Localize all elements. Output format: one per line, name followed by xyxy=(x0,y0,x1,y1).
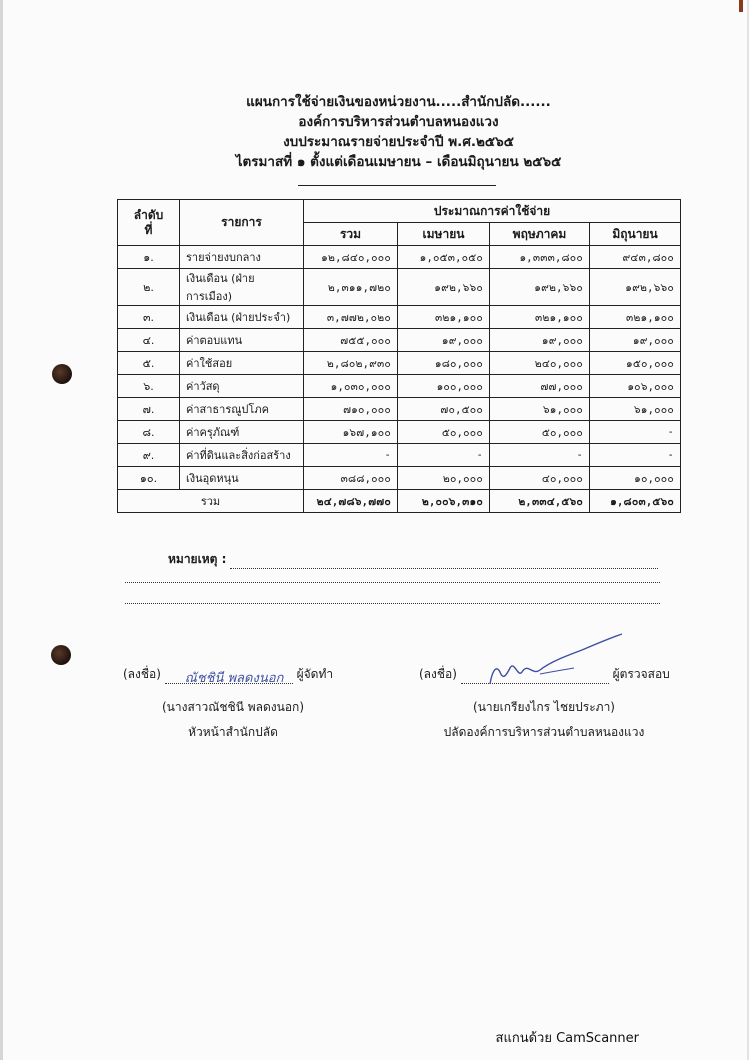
row-item: ค่าสาธารณูปโภค xyxy=(180,398,304,421)
table-row xyxy=(118,444,681,467)
row-item: ค่าที่ดินและสิ่งก่อสร้าง xyxy=(180,444,304,467)
remarks-label: หมายเหตุ : xyxy=(168,552,227,566)
header-line-4: ไตรมาสที่ ๑ ตั้งแต่เดือนเมษายน – เดือนมิถุนายน ๒๕๖๕ xyxy=(235,154,562,170)
total-cell-april: ๒,๐๐๖,๓๑๐ xyxy=(398,490,490,513)
remarks-dotted-line xyxy=(230,568,658,569)
scanner-watermark: สแกนด้วย CamScanner xyxy=(495,1031,639,1046)
table-row xyxy=(118,306,681,329)
table-row xyxy=(118,269,681,306)
row-april: ๑๙,๐๐๐ xyxy=(398,329,490,352)
row-june: - xyxy=(590,444,681,467)
row-total: ๑๒,๘๔๐,๐๐๐ xyxy=(304,246,398,269)
header-line-2: องค์การบริหารส่วนตำบลหนองแวง xyxy=(298,114,499,130)
total-cell-sum: ๒๔,๗๘๖,๗๗๐ xyxy=(304,490,398,513)
column-header-item: รายการ xyxy=(180,200,304,246)
row-item: ค่าครุภัณฑ์ xyxy=(180,421,304,444)
table-row xyxy=(118,398,681,421)
row-april: ๕๐,๐๐๐ xyxy=(398,421,490,444)
row-june: ๑๐,๐๐๐ xyxy=(590,467,681,490)
signer-position: หัวหน้าสำนักปลัด xyxy=(188,725,278,739)
row-number: ๔. xyxy=(118,329,180,352)
row-item: เงินเดือน (ฝ่ายการเมือง) xyxy=(180,269,304,306)
row-may: - xyxy=(490,444,590,467)
row-may: ๑๙๒,๖๖๐ xyxy=(490,269,590,306)
row-total: ๗๑๐,๐๐๐ xyxy=(304,398,398,421)
table-row xyxy=(118,421,681,444)
handwritten-signature: ณัชชินี พลดงนอก xyxy=(184,671,284,686)
total-label: รวม xyxy=(118,490,304,513)
table-row xyxy=(118,352,681,375)
row-total: ๗๕๕,๐๐๐ xyxy=(304,329,398,352)
row-number: ๕. xyxy=(118,352,180,375)
sign-role: ผู้จัดทำ xyxy=(296,667,334,681)
row-may: ๔๐,๐๐๐ xyxy=(490,467,590,490)
punch-hole-icon xyxy=(51,645,71,665)
header-line-1: แผนการใช้จ่ายเงินของหน่วยงาน.....สำนักปลัด...... xyxy=(246,94,551,110)
punch-hole-icon xyxy=(52,364,72,384)
remarks-section xyxy=(168,550,708,569)
document-header xyxy=(0,92,749,172)
row-total: ๑,๐๓๐,๐๐๐ xyxy=(304,375,398,398)
row-total: ๓,๗๗๒,๐๒๐ xyxy=(304,306,398,329)
row-may: ๑๙,๐๐๐ xyxy=(490,329,590,352)
signature-line xyxy=(165,671,293,686)
handwritten-signature-graphic xyxy=(470,632,630,692)
row-april: ๓๒๑,๑๐๐ xyxy=(398,306,490,329)
row-number: ๖. xyxy=(118,375,180,398)
budget-table xyxy=(117,199,681,513)
row-april: - xyxy=(398,444,490,467)
row-april: ๗๐,๕๐๐ xyxy=(398,398,490,421)
row-item: เงินอุดหนุน xyxy=(180,467,304,490)
column-header-may: พฤษภาคม xyxy=(490,223,590,246)
row-april: ๑๐๐,๐๐๐ xyxy=(398,375,490,398)
row-number: ๙. xyxy=(118,444,180,467)
column-header-estimate: ประมาณการค่าใช้จ่าย xyxy=(304,200,681,223)
row-june: ๑๕๐,๐๐๐ xyxy=(590,352,681,375)
row-item: ค่าใช้สอย xyxy=(180,352,304,375)
table-body xyxy=(118,246,681,490)
row-item: เงินเดือน (ฝ่ายประจำ) xyxy=(180,306,304,329)
row-april: ๑,๐๕๓,๐๕๐ xyxy=(398,246,490,269)
row-item: ค่าตอบแทน xyxy=(180,329,304,352)
row-may: ๒๔๐,๐๐๐ xyxy=(490,352,590,375)
table-row xyxy=(118,329,681,352)
row-june: ๑๐๖,๐๐๐ xyxy=(590,375,681,398)
row-total: ๑๖๗,๑๐๐ xyxy=(304,421,398,444)
row-number: ๑๐. xyxy=(118,467,180,490)
sign-prefix: (ลงชื่อ) xyxy=(419,667,457,681)
row-total: ๒,๓๑๑,๗๒๐ xyxy=(304,269,398,306)
corner-mark xyxy=(739,0,743,12)
row-april: ๒๐,๐๐๐ xyxy=(398,467,490,490)
row-may: ๑,๓๓๓,๘๐๐ xyxy=(490,246,590,269)
row-item: ค่าวัสดุ xyxy=(180,375,304,398)
row-may: ๗๗,๐๐๐ xyxy=(490,375,590,398)
column-header-april: เมษายน xyxy=(398,223,490,246)
row-april: ๑๘๐,๐๐๐ xyxy=(398,352,490,375)
total-cell-june: ๑,๘๐๓,๕๖๐ xyxy=(590,490,681,513)
table-row xyxy=(118,467,681,490)
row-number: ๓. xyxy=(118,306,180,329)
row-number: ๒. xyxy=(118,269,180,306)
column-header-total: รวม xyxy=(304,223,398,246)
signer-position: ปลัดองค์การบริหารส่วนตำบลหนองแวง xyxy=(443,725,645,739)
table-row xyxy=(118,246,681,269)
column-header-june: มิถุนายน xyxy=(590,223,681,246)
row-april: ๑๙๒,๖๖๐ xyxy=(398,269,490,306)
row-item: รายจ่ายงบกลาง xyxy=(180,246,304,269)
row-number: ๑. xyxy=(118,246,180,269)
total-cell-may: ๒,๓๓๔,๕๖๐ xyxy=(490,490,590,513)
header-underline xyxy=(298,185,496,186)
signer-name: (นายเกรียงไกร ไชยประภา) xyxy=(473,700,615,714)
header-line-3: งบประมาณรายจ่ายประจำปี พ.ศ.๒๕๖๕ xyxy=(283,134,514,150)
row-june: ๓๒๑,๑๐๐ xyxy=(590,306,681,329)
row-total: ๓๘๘,๐๐๐ xyxy=(304,467,398,490)
row-june: ๑๙,๐๐๐ xyxy=(590,329,681,352)
table-total-row xyxy=(118,490,681,513)
sign-role: ผู้ตรวจสอบ xyxy=(612,667,670,681)
table-row xyxy=(118,375,681,398)
row-may: ๕๐,๐๐๐ xyxy=(490,421,590,444)
row-june: - xyxy=(590,421,681,444)
row-number: ๗. xyxy=(118,398,180,421)
signer-name: (นางสาวณัชชินี พลดงนอก) xyxy=(162,700,304,714)
remarks-dotted-line xyxy=(125,582,660,583)
sign-prefix: (ลงชื่อ) xyxy=(123,667,161,681)
row-total: ๒,๘๐๒,๙๓๐ xyxy=(304,352,398,375)
row-total: - xyxy=(304,444,398,467)
row-may: ๓๒๑,๑๐๐ xyxy=(490,306,590,329)
row-june: ๙๔๓,๘๐๐ xyxy=(590,246,681,269)
row-june: ๑๙๒,๖๖๐ xyxy=(590,269,681,306)
column-header-no: ลำดับ ที่ xyxy=(118,200,180,246)
row-number: ๘. xyxy=(118,421,180,444)
remarks-dotted-line xyxy=(125,603,660,604)
row-june: ๖๑,๐๐๐ xyxy=(590,398,681,421)
row-may: ๖๑,๐๐๐ xyxy=(490,398,590,421)
signature-block-preparer xyxy=(123,665,343,742)
